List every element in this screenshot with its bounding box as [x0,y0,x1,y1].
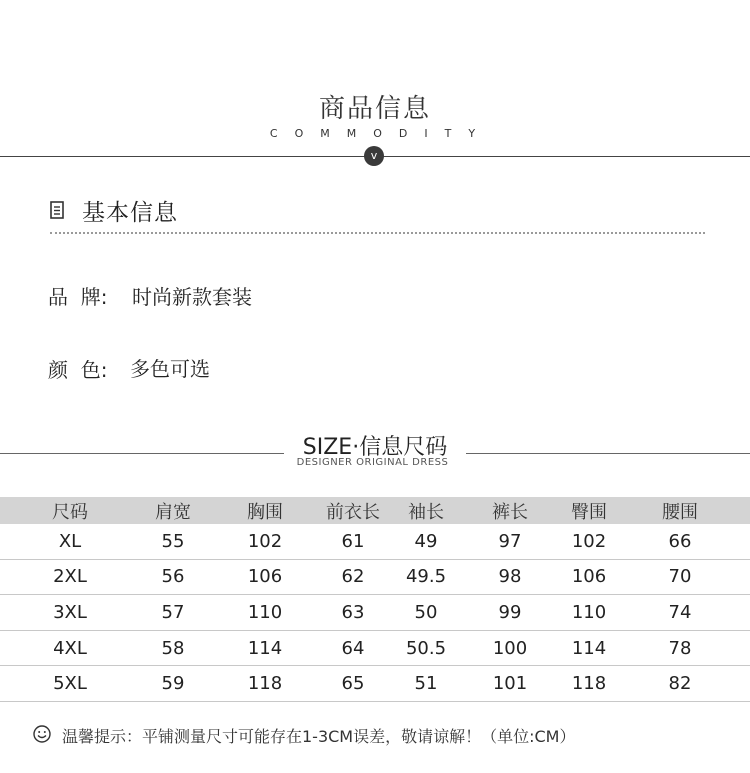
table-cell: 49.5 [405,566,447,588]
table-cell: 102 [247,530,283,552]
table-header-cell: 袖长 [408,501,444,523]
color-label: 颜 色: [48,358,108,382]
table-cell: 66 [668,530,692,552]
table-cell: 106 [571,566,607,588]
table-cell: XL [58,530,82,552]
table-cell: 64 [341,637,365,659]
table-cell: 2XL [53,566,87,588]
chevron-down-icon: v [364,146,384,166]
brand-label: 品 牌: [48,285,108,309]
table-header-cell: 前衣长 [326,501,380,523]
page-subtitle: COMMODITY [269,127,493,140]
table-cell: 56 [161,566,185,588]
table-cell: 59 [161,673,185,695]
table-row [0,666,750,702]
table-cell: 49 [414,530,438,552]
table-cell: 55 [161,530,185,552]
brand-value: 时尚新款套装 [132,285,252,309]
table-cell: 101 [492,673,528,695]
table-row [0,631,750,667]
table-cell: 118 [247,673,283,695]
table-cell: 5XL [53,673,87,695]
table-cell: 50 [414,601,438,623]
table-cell: 106 [247,566,283,588]
table-cell: 110 [571,601,607,623]
table-row [0,560,750,596]
table-row [0,595,750,631]
table-header-cell: 裤长 [492,501,528,523]
table-cell: 57 [161,601,185,623]
table-cell: 51 [414,673,438,695]
table-cell: 70 [668,566,692,588]
document-icon [50,201,64,219]
table-header-row [0,497,750,524]
page-title: 商品信息 [318,94,431,124]
table-cell: 58 [161,637,185,659]
color-value: 多色可选 [130,357,210,381]
table-cell: 3XL [53,601,87,623]
table-cell: 102 [571,530,607,552]
table-cell: 98 [498,566,522,588]
table-cell: 82 [668,673,692,695]
table-cell: 97 [498,530,522,552]
table-cell: 63 [341,601,365,623]
table-cell: 61 [341,530,365,552]
footer-tip: 温馨提示：平铺测量尺寸可能存在1-3CM误差，敬请谅解！（单位:CM） [62,727,576,746]
size-title: SIZE·信息尺码 [302,435,448,460]
table-cell: 99 [498,601,522,623]
table-header-cell: 尺码 [52,501,88,523]
table-cell: 50.5 [405,637,447,659]
dotted-divider [50,232,705,234]
table-cell: 100 [492,637,528,659]
size-subtitle: DESIGNER ORIGINAL DRESS [296,457,449,468]
table-header-cell: 胸围 [247,501,283,523]
table-row [0,524,750,560]
table-cell: 118 [571,673,607,695]
table-cell: 62 [341,566,365,588]
table-header-cell: 臀围 [571,501,607,523]
table-cell: 110 [247,601,283,623]
size-table [0,497,750,702]
section-title-basic: 基本信息 [82,200,178,226]
table-cell: 65 [341,673,365,695]
table-cell: 74 [668,601,692,623]
table-cell: 114 [571,637,607,659]
table-cell: 78 [668,637,692,659]
table-cell: 4XL [53,637,87,659]
table-header-cell: 腰围 [662,501,698,523]
table-header-cell: 肩宽 [155,501,191,523]
table-cell: 114 [247,637,283,659]
smile-icon [33,725,51,743]
